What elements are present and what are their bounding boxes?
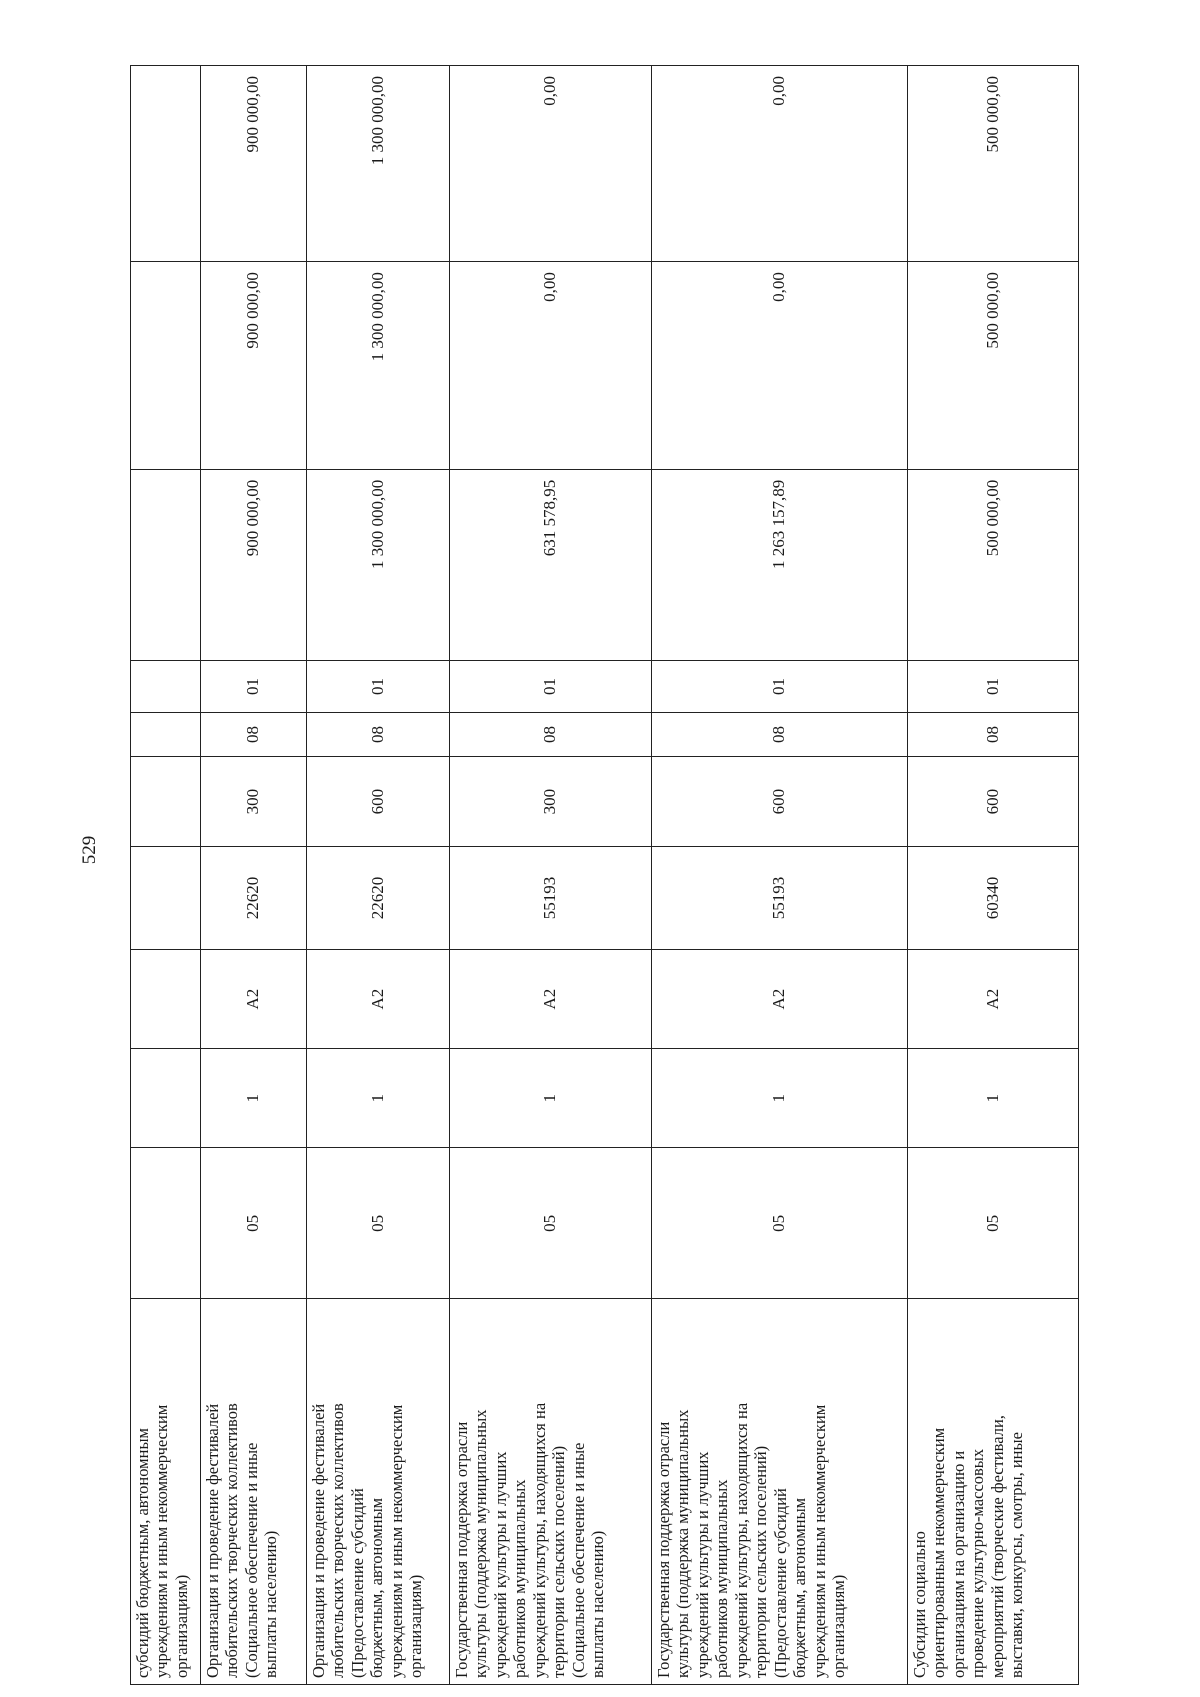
subsection-cell [131,712,201,757]
subprogram-cell: А2 [908,950,1079,1049]
amount-3-cell: 500 000,00 [908,66,1079,262]
amount-2-cell: 900 000,00 [201,262,307,470]
subprogram-cell [131,950,201,1049]
section-cell: 05 [908,1148,1079,1299]
description-text: Государственная поддержка отрасли культуры (поддержка муниципальных учреждений культуры и лучших работников муниципальных учреждений культуры, находящихся на территории сельских поселений) (Социальное обеспечение и иные выплаты населению) [452,1402,608,1678]
amount-1-cell: 500 000,00 [908,469,1079,661]
description-cell [307,1299,450,1685]
expense-type-cell: 600 [652,757,908,846]
program-cell: 1 [307,1049,450,1148]
description-cell [652,1299,908,1685]
subsection2-cell: 01 [908,661,1079,712]
description-text: Организация и проведение фестивалей любительских творческих коллективов (Социальное обеспечение и иные выплаты населению) [203,1403,281,1678]
amount-3-cell: 900 000,00 [201,66,307,262]
rotated-table-container [130,65,1078,1685]
expense-type-cell: 600 [307,757,450,846]
description-text: Организация и проведение фестивалей любительских творческих коллективов (Предоставление субсидий бюджетным, автономным учреждениям и иным некоммерческим организациям) [309,1403,426,1678]
measure-cell: 55193 [652,846,908,949]
description-cell [201,1299,307,1685]
description-text: Государственная поддержка отрасли культуры (поддержка муниципальных учреждений культуры и лучших работников муниципальных учреждений культуры, находящихся на территории сельских поселений) (Предоставление субсидий бюджетным, автономным учреждениям и иным некоммерческим организациям) [654,1402,849,1678]
program-cell: 1 [201,1049,307,1148]
section-cell: 05 [652,1148,908,1299]
subprogram-cell: А2 [307,950,450,1049]
amount-3-cell: 0,00 [450,66,652,262]
program-cell: 1 [652,1049,908,1148]
page-number: 529 [79,835,100,865]
measure-cell: 60340 [908,846,1079,949]
section-cell: 05 [307,1148,450,1299]
section-cell [131,1148,201,1299]
table-body [131,66,1079,1685]
subsection2-cell: 01 [652,661,908,712]
description-cell [131,1299,201,1685]
description-cell [450,1299,652,1685]
amount-3-cell: 1 300 000,00 [307,66,450,262]
expense-type-cell: 300 [450,757,652,846]
amount-3-cell [131,66,201,262]
subsection2-cell: 01 [201,661,307,712]
amount-2-cell [131,262,201,470]
measure-cell [131,846,201,949]
subsection-cell: 08 [652,712,908,757]
subsection-cell: 08 [908,712,1079,757]
program-cell [131,1049,201,1148]
subprogram-cell: А2 [201,950,307,1049]
expense-type-cell [131,757,201,846]
amount-2-cell: 1 300 000,00 [307,262,450,470]
subprogram-cell: А2 [652,950,908,1049]
table-row [450,66,652,1685]
description-text: субсидий бюджетным, автономным учреждениям и иным некоммерческим организациям) [133,1404,191,1678]
subprogram-cell: А2 [450,950,652,1049]
expense-type-cell: 600 [908,757,1079,846]
measure-cell: 55193 [450,846,652,949]
amount-1-cell: 900 000,00 [201,469,307,661]
amount-1-cell: 631 578,95 [450,469,652,661]
description-cell [908,1299,1079,1685]
subsection2-cell: 01 [450,661,652,712]
measure-cell: 22620 [201,846,307,949]
amount-1-cell: 1 300 000,00 [307,469,450,661]
amount-2-cell: 0,00 [450,262,652,470]
subsection-cell: 08 [307,712,450,757]
table-row [307,66,450,1685]
amount-3-cell: 0,00 [652,66,908,262]
table-row [908,66,1079,1685]
amount-2-cell: 500 000,00 [908,262,1079,470]
program-cell: 1 [450,1049,652,1148]
subsection-cell: 08 [450,712,652,757]
expense-type-cell: 300 [201,757,307,846]
subsection2-cell: 01 [307,661,450,712]
amount-1-cell [131,469,201,661]
subsection2-cell [131,661,201,712]
section-cell: 05 [450,1148,652,1299]
subsection-cell: 08 [201,712,307,757]
table-row [652,66,908,1685]
measure-cell: 22620 [307,846,450,949]
program-cell: 1 [908,1049,1079,1148]
description-text: Субсидии социально ориентированным некоммерческим организациям на организацию и проведение культурно-массовых мероприятий (творческие фестивали, выставки, конкурсы, смотры, иные [910,1415,1027,1678]
amount-2-cell: 0,00 [652,262,908,470]
section-cell: 05 [201,1148,307,1299]
table-row [201,66,307,1685]
amount-1-cell: 1 263 157,89 [652,469,908,661]
budget-table [130,65,1079,1685]
table-row [131,66,201,1685]
